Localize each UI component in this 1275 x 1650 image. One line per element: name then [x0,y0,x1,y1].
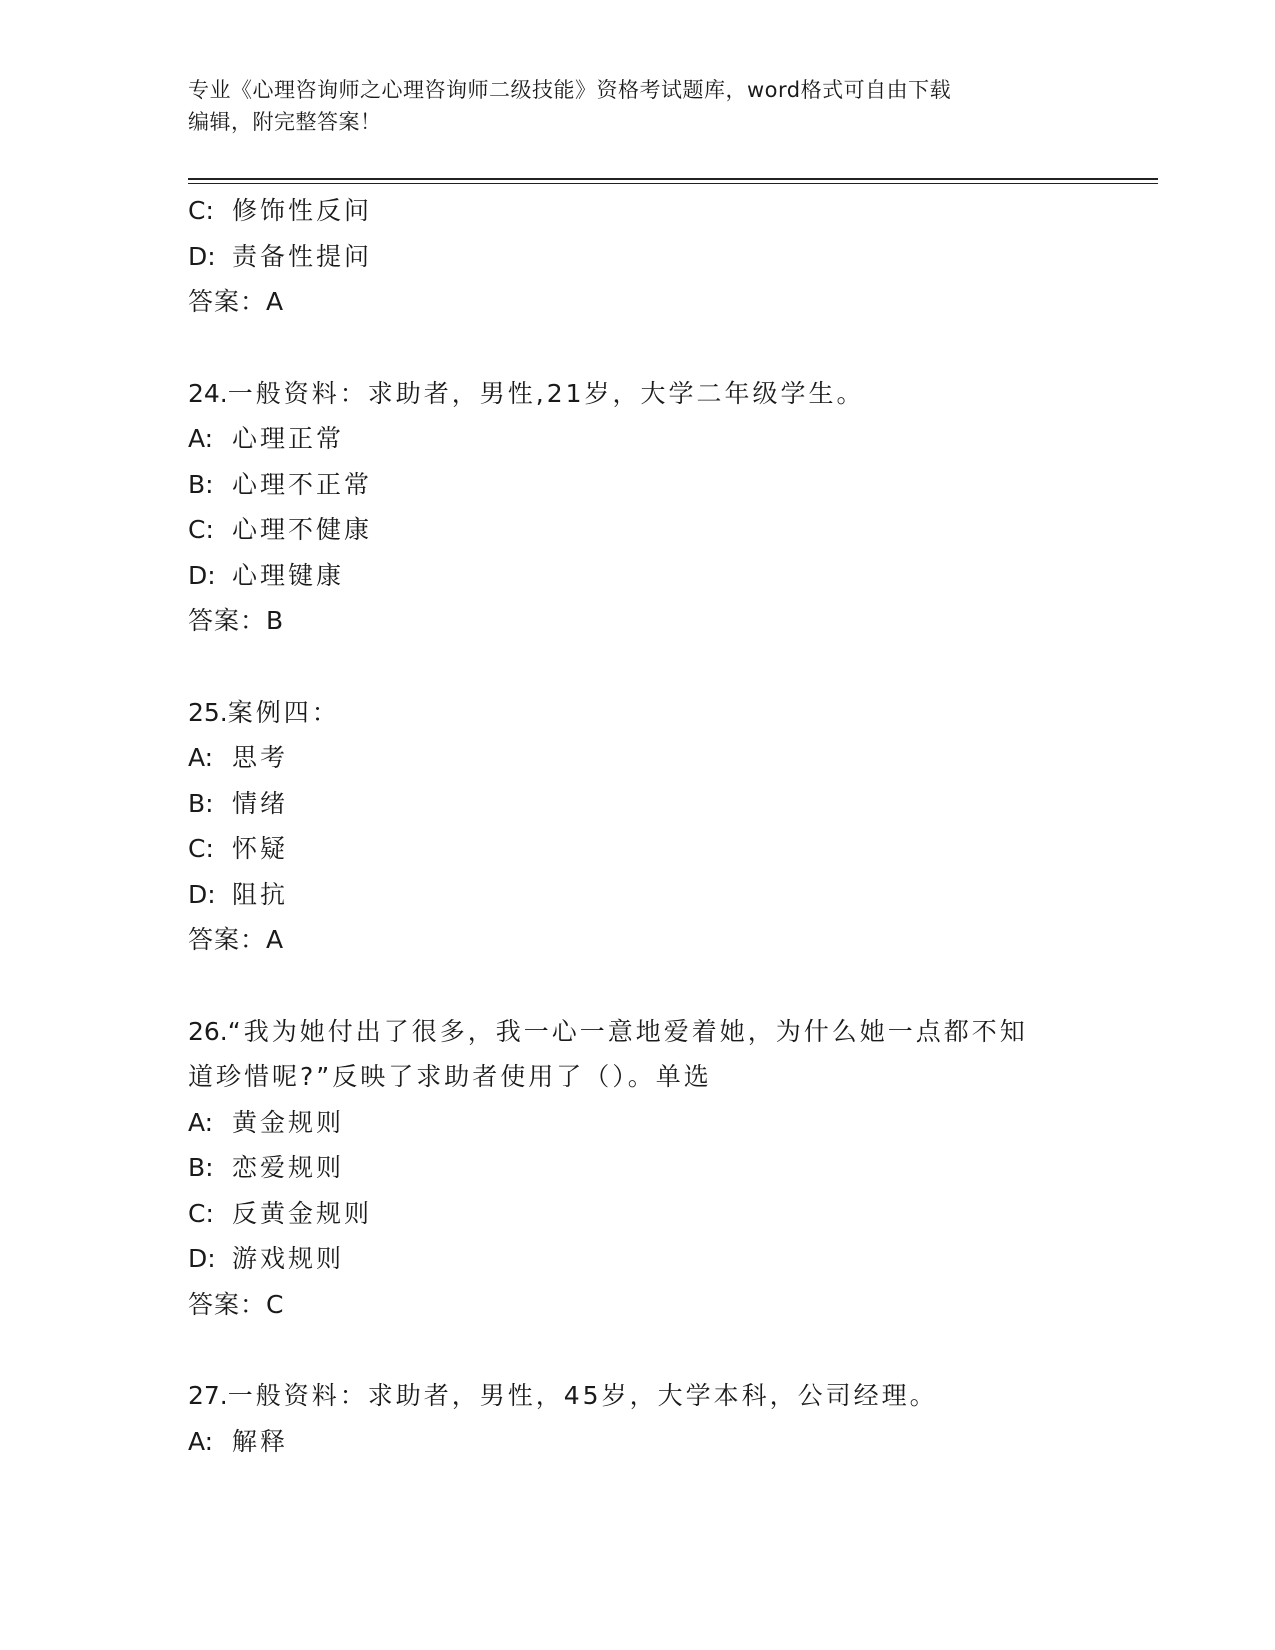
document-header [188,74,1088,138]
option-c: C: 心理不健康 [188,515,373,544]
option-a: A: 解释 [188,1426,289,1456]
option-c: C: 反黄金规则 [188,1198,373,1228]
option-b: B: 情绪 [188,788,289,818]
header-line-2: 编辑，附完整答案！ [188,110,382,134]
header-divider-thin [188,183,1158,184]
answer-line: 答案：A [188,287,285,316]
answer-line: 答案：C [188,1289,285,1319]
option-d: D: 阻抗 [188,879,289,909]
question-text-line-2: 道珍惜呢?”反映了求助者使用了（）。单选 [188,1062,712,1091]
option-b: B: 恋爱规则 [188,1153,345,1182]
question-text: 24.一般资料：求助者，男性,21岁，大学二年级学生。 [188,378,865,408]
question-block-23-continued [188,188,1088,325]
answer-line: 答案：B [188,606,285,635]
option-d: D: 心理键康 [188,560,345,590]
option-b: B: 心理不正常 [188,469,373,499]
question-text-line-1: 26.“我为她付出了很多，我一心一意地爱着她，为什么她一点都不知 [188,1016,1028,1046]
question-block-24 [188,371,1088,644]
option-d: D: 责备性提问 [188,241,373,271]
option-c: C: 怀疑 [188,834,289,863]
option-a: A: 黄金规则 [188,1107,345,1137]
question-block-25 [188,690,1088,963]
option-d: D: 游戏规则 [188,1244,345,1273]
option-c: C: 修饰性反问 [188,196,373,225]
question-text: 27.一般资料：求助者，男性，45岁，大学本科，公司经理。 [188,1381,938,1410]
question-text: 25.案例四： [188,697,340,727]
header-line-1: 专业《心理咨询师之心理咨询师二级技能》资格考试题库，word格式可自由下载 [188,78,952,102]
question-list [188,188,1088,1464]
question-block-27 [188,1373,1088,1464]
header-divider-thick [188,178,1158,180]
option-a: A: 思考 [188,743,289,772]
option-a: A: 心理正常 [188,424,345,453]
question-block-26 [188,1009,1088,1328]
answer-line: 答案：A [188,925,285,954]
